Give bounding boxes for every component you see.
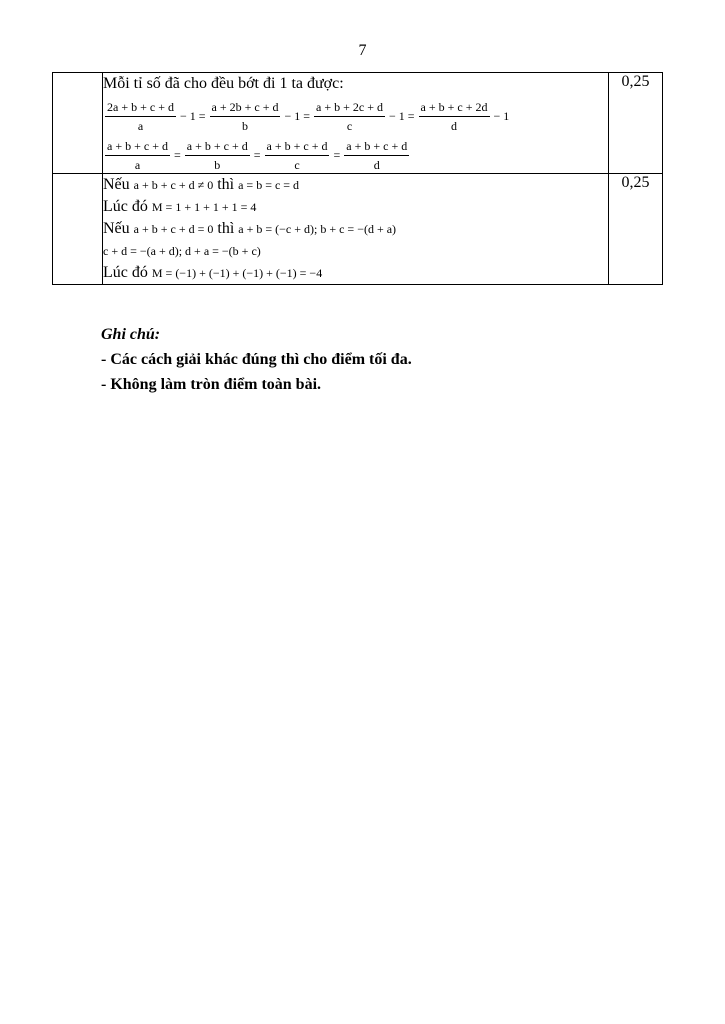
- denominator: a: [137, 119, 144, 133]
- math-expression: c + d = −(a + d); d + a = −(b + c): [103, 244, 261, 258]
- fraction: [314, 99, 385, 134]
- grading-table: [52, 72, 663, 285]
- operator: − 1 =: [284, 109, 311, 123]
- fraction: [185, 138, 250, 173]
- line-text: thì: [217, 176, 235, 193]
- denominator: c: [294, 158, 300, 172]
- math-expression: a + b + c + d = 0: [133, 222, 214, 236]
- page-number: 7: [358, 42, 367, 59]
- denominator: d: [451, 119, 458, 133]
- fraction: [105, 99, 176, 134]
- note-item: - Các cách giải khác đúng thì cho điểm tối đa.: [101, 351, 412, 368]
- numerator: a + 2b + c + d: [210, 99, 281, 117]
- solution-line: [103, 174, 608, 196]
- math-expression: a + b = (−c + d); b + c = −(d + a): [238, 222, 397, 236]
- note-item: - Không làm tròn điểm toàn bài.: [101, 376, 322, 393]
- solution-cell: [103, 174, 609, 285]
- equation-row-2: [103, 138, 608, 173]
- notes-title: Ghi chú:: [101, 326, 161, 343]
- denominator: b: [214, 158, 221, 172]
- score-cell: 0,25: [609, 73, 663, 174]
- solution-cell: [103, 73, 609, 174]
- denominator: c: [346, 119, 353, 133]
- line-text: thì: [217, 220, 235, 237]
- fraction: [210, 99, 281, 134]
- question-cell: [53, 174, 103, 285]
- line-text: Lúc đó: [103, 198, 148, 215]
- math-expression: M = 1 + 1 + 1 + 1 = 4: [151, 200, 257, 214]
- operator: =: [253, 148, 261, 162]
- denominator: a: [134, 158, 141, 172]
- numerator: a + b + 2c + d: [314, 99, 385, 117]
- solution-line: [103, 196, 608, 218]
- numerator: a + b + c + d: [105, 138, 170, 156]
- numerator: a + b + c + d: [265, 138, 330, 156]
- denominator: d: [373, 158, 380, 172]
- numerator: a + b + c + 2d: [419, 99, 490, 117]
- operator: − 1 =: [179, 109, 206, 123]
- operator: − 1 =: [389, 109, 415, 123]
- fraction: [105, 138, 170, 173]
- solution-line: [103, 218, 608, 240]
- intro-text: Mỗi tỉ số đã cho đều bớt đi 1 ta được:: [103, 75, 344, 92]
- operator: =: [333, 148, 341, 162]
- numerator: a + b + c + d: [344, 138, 409, 156]
- line-text: Lúc đó: [103, 264, 148, 281]
- fraction: [265, 138, 330, 173]
- math-expression: a = b = c = d: [238, 178, 300, 192]
- denominator: b: [242, 119, 248, 133]
- operator: =: [173, 148, 181, 162]
- score-cell: 0,25: [609, 174, 663, 285]
- solution-line: [103, 262, 608, 284]
- table-row: [53, 73, 663, 174]
- notes-section: [101, 322, 412, 397]
- line-text: Nếu: [103, 176, 130, 193]
- fraction: [344, 138, 409, 173]
- math-expression: M = (−1) + (−1) + (−1) + (−1) = −4: [151, 266, 323, 280]
- table-row: [53, 174, 663, 285]
- numerator: a + b + c + d: [185, 138, 250, 156]
- operator: − 1: [493, 109, 510, 123]
- solution-line: [103, 240, 608, 262]
- fraction: [419, 99, 490, 134]
- line-text: Nếu: [103, 220, 130, 237]
- math-expression: a + b + c + d ≠ 0: [133, 178, 214, 192]
- equation-row-1: [103, 99, 608, 134]
- question-cell: [53, 73, 103, 174]
- numerator: 2a + b + c + d: [105, 99, 176, 117]
